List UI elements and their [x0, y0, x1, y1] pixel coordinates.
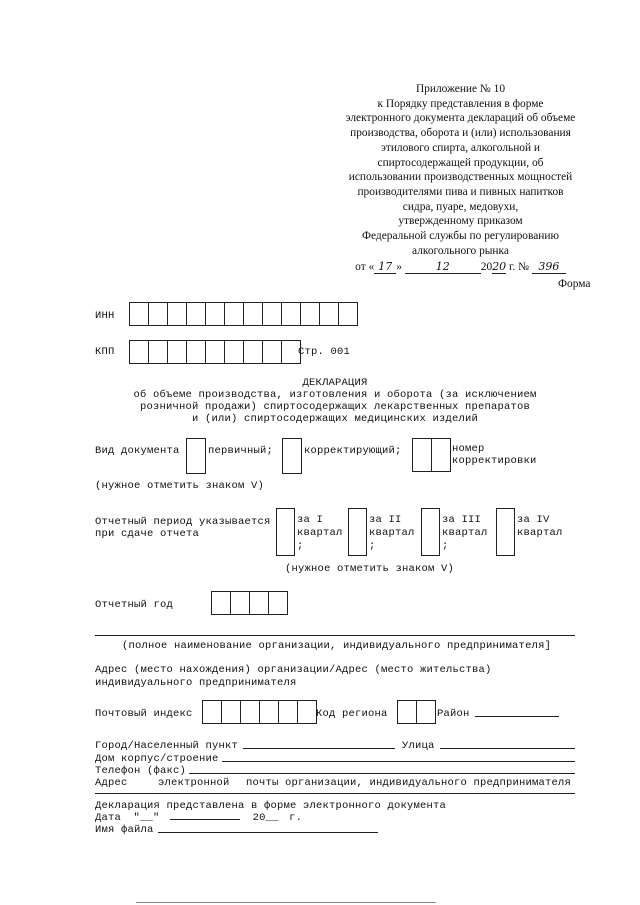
inn-cell[interactable]	[148, 302, 168, 326]
year-cell[interactable]	[268, 591, 288, 615]
quarter-2-checkbox[interactable]	[348, 508, 367, 556]
form-label: Форма	[558, 278, 591, 290]
org-name-field[interactable]	[95, 635, 575, 636]
postal-code-cell[interactable]	[240, 700, 260, 724]
quarter-3-label-3: ;	[442, 540, 449, 552]
quarter-2-label-3: ;	[369, 540, 376, 552]
kpp-cell[interactable]	[205, 340, 225, 364]
street-label: Улица	[402, 740, 435, 752]
year-field[interactable]	[211, 591, 288, 615]
header-line: производителями пива и пивных напитков	[357, 185, 564, 198]
inn-cell[interactable]	[338, 302, 358, 326]
inn-cell[interactable]	[319, 302, 339, 326]
file-name-label: Имя файла	[95, 824, 154, 836]
period-label: Отчетный период указывается	[95, 516, 271, 528]
phone-label: Телефон (факс)	[95, 765, 187, 777]
header-line: производства, оборота и (или) использования	[350, 127, 571, 140]
doc-type-label: Вид документа	[95, 445, 180, 457]
header-line: утвержденному приказом	[398, 215, 523, 228]
correction-number-cell[interactable]	[431, 438, 451, 472]
file-name-field[interactable]	[158, 832, 378, 833]
quarter-1-label-3: ;	[297, 540, 304, 552]
inn-cell[interactable]	[262, 302, 282, 326]
region-code-field[interactable]	[397, 700, 436, 724]
address-label-2: индивидуального предпринимателя	[95, 677, 297, 689]
kpp-cell[interactable]	[148, 340, 168, 364]
inn-label: ИНН	[95, 310, 115, 322]
inn-cell[interactable]	[243, 302, 263, 326]
inn-cell[interactable]	[129, 302, 149, 326]
kpp-cell[interactable]	[186, 340, 206, 364]
kpp-cell[interactable]	[129, 340, 149, 364]
order-month: 12	[405, 261, 481, 274]
email-label-2: электронной	[158, 777, 230, 789]
city-field[interactable]	[243, 748, 395, 749]
header-line: Федеральной службы по регулированию	[362, 230, 559, 243]
year-cell[interactable]	[211, 591, 231, 615]
quarter-1-label-2: квартал	[297, 527, 343, 539]
period-label-2: при сдаче отчета	[95, 528, 200, 540]
postal-code-cell[interactable]	[278, 700, 298, 724]
postal-code-label: Почтовый индекс	[95, 708, 193, 720]
doc-type-primary-label: первичный;	[208, 445, 274, 457]
phone-field[interactable]	[189, 773, 575, 774]
kpp-cell[interactable]	[243, 340, 263, 364]
header-line: сидра, пуаре, медовухи,	[402, 200, 519, 213]
postal-code-cell[interactable]	[297, 700, 317, 724]
email-field[interactable]	[95, 793, 575, 794]
inn-cell[interactable]	[281, 302, 301, 326]
street-field[interactable]	[440, 748, 575, 749]
order-day: 17	[374, 261, 396, 274]
district-field[interactable]	[475, 716, 559, 717]
declaration-subtitle-2: розничной продажи) спиртосодержащих лекарственных препаратов	[139, 401, 531, 413]
kpp-field[interactable]	[129, 340, 301, 364]
doc-type-corrective-label: корректирующий;	[304, 445, 402, 457]
order-reference: от « 17 » 12 2020 г. № 396	[318, 260, 603, 275]
doc-type-primary-checkbox[interactable]	[186, 438, 206, 474]
kpp-cell[interactable]	[224, 340, 244, 364]
quarter-3-label: за III	[442, 514, 482, 526]
org-name-caption: (полное наименование организации, индивидуального предпринимателя]	[122, 640, 552, 652]
quarter-4-label: за IV	[517, 514, 550, 526]
region-code-label: Код региона	[316, 708, 388, 720]
quarter-4-checkbox[interactable]	[496, 508, 515, 556]
quarter-1-checkbox[interactable]	[276, 508, 295, 556]
page-edge-line	[136, 902, 436, 903]
email-label-3: почты организации, индивидуального предпринимателя	[246, 777, 572, 789]
inn-cell[interactable]	[186, 302, 206, 326]
doc-type-corrective-checkbox[interactable]	[282, 438, 302, 474]
kpp-cell[interactable]	[167, 340, 187, 364]
correction-number-field[interactable]	[412, 438, 451, 472]
year-cell[interactable]	[230, 591, 250, 615]
declaration-subtitle-1: об объеме производства, изготовления и оборота (за исключением	[133, 389, 537, 401]
correction-number-cell[interactable]	[412, 438, 432, 472]
appendix-header	[318, 82, 603, 275]
year-cell[interactable]	[249, 591, 269, 615]
kpp-cell[interactable]	[262, 340, 282, 364]
date-day[interactable]: "__"	[133, 812, 160, 824]
kpp-label: КПП	[95, 346, 115, 358]
quarter-1-label: за I	[297, 514, 324, 526]
quarter-2-label: за II	[369, 514, 402, 526]
region-code-cell[interactable]	[397, 700, 417, 724]
district-label: Район	[437, 708, 470, 720]
house-label: Дом корпус/строение	[95, 753, 219, 765]
header-line: алкогольного рынка	[412, 244, 509, 257]
submitted-note: Декларация представлена в форме электронного документа	[95, 800, 447, 812]
postal-code-field[interactable]	[202, 700, 317, 724]
year-label: Отчетный год	[95, 599, 174, 611]
inn-cell[interactable]	[300, 302, 320, 326]
declaration-title: ДЕКЛАРАЦИЯ	[302, 377, 368, 389]
doc-type-note: (нужное отметить знаком V)	[95, 480, 265, 492]
postal-code-cell[interactable]	[259, 700, 279, 724]
email-label: Адрес	[95, 777, 128, 789]
inn-cell[interactable]	[205, 302, 225, 326]
inn-cell[interactable]	[167, 302, 187, 326]
correction-number-label-2: корректировки	[452, 455, 537, 467]
order-year: 20	[492, 260, 507, 274]
date-label: Дата "__" 20__ г.	[95, 812, 303, 824]
postal-code-cell[interactable]	[221, 700, 241, 724]
region-code-cell[interactable]	[416, 700, 436, 724]
header-line: этилового спирта, алкогольной и	[380, 141, 541, 154]
inn-cell[interactable]	[224, 302, 244, 326]
header-line: Приложение № 10	[415, 83, 506, 95]
house-field[interactable]	[222, 761, 575, 762]
quarter-4-label-2: квартал	[517, 527, 563, 539]
quarter-2-label-2: квартал	[369, 527, 415, 539]
quarter-3-checkbox[interactable]	[421, 508, 440, 556]
header-line: спиртосодержащей продукции, об	[377, 156, 544, 169]
postal-code-cell[interactable]	[202, 700, 222, 724]
page-number: Стр. 001	[298, 346, 351, 358]
inn-field[interactable]	[129, 302, 358, 326]
city-label: Город/Населенный пункт	[95, 740, 239, 752]
date-year-field[interactable]: __	[265, 812, 279, 824]
header-line: электронного документа деклараций об объеме	[345, 112, 576, 125]
header-line: использовании производственных мощностей	[348, 171, 573, 184]
header-line: к Порядку представления в форме	[377, 97, 544, 110]
period-note: (нужное отметить знаком V)	[285, 563, 455, 575]
address-label: Адрес (место нахождения) организации/Адрес (место жительства)	[95, 664, 492, 676]
order-number: 396	[532, 261, 566, 274]
date-month-field[interactable]	[170, 819, 240, 820]
declaration-subtitle-3: и (или) спиртосодержащих медицинских изделий	[191, 413, 479, 425]
quarter-3-label-2: квартал	[442, 527, 488, 539]
correction-number-label: номер	[452, 443, 485, 455]
